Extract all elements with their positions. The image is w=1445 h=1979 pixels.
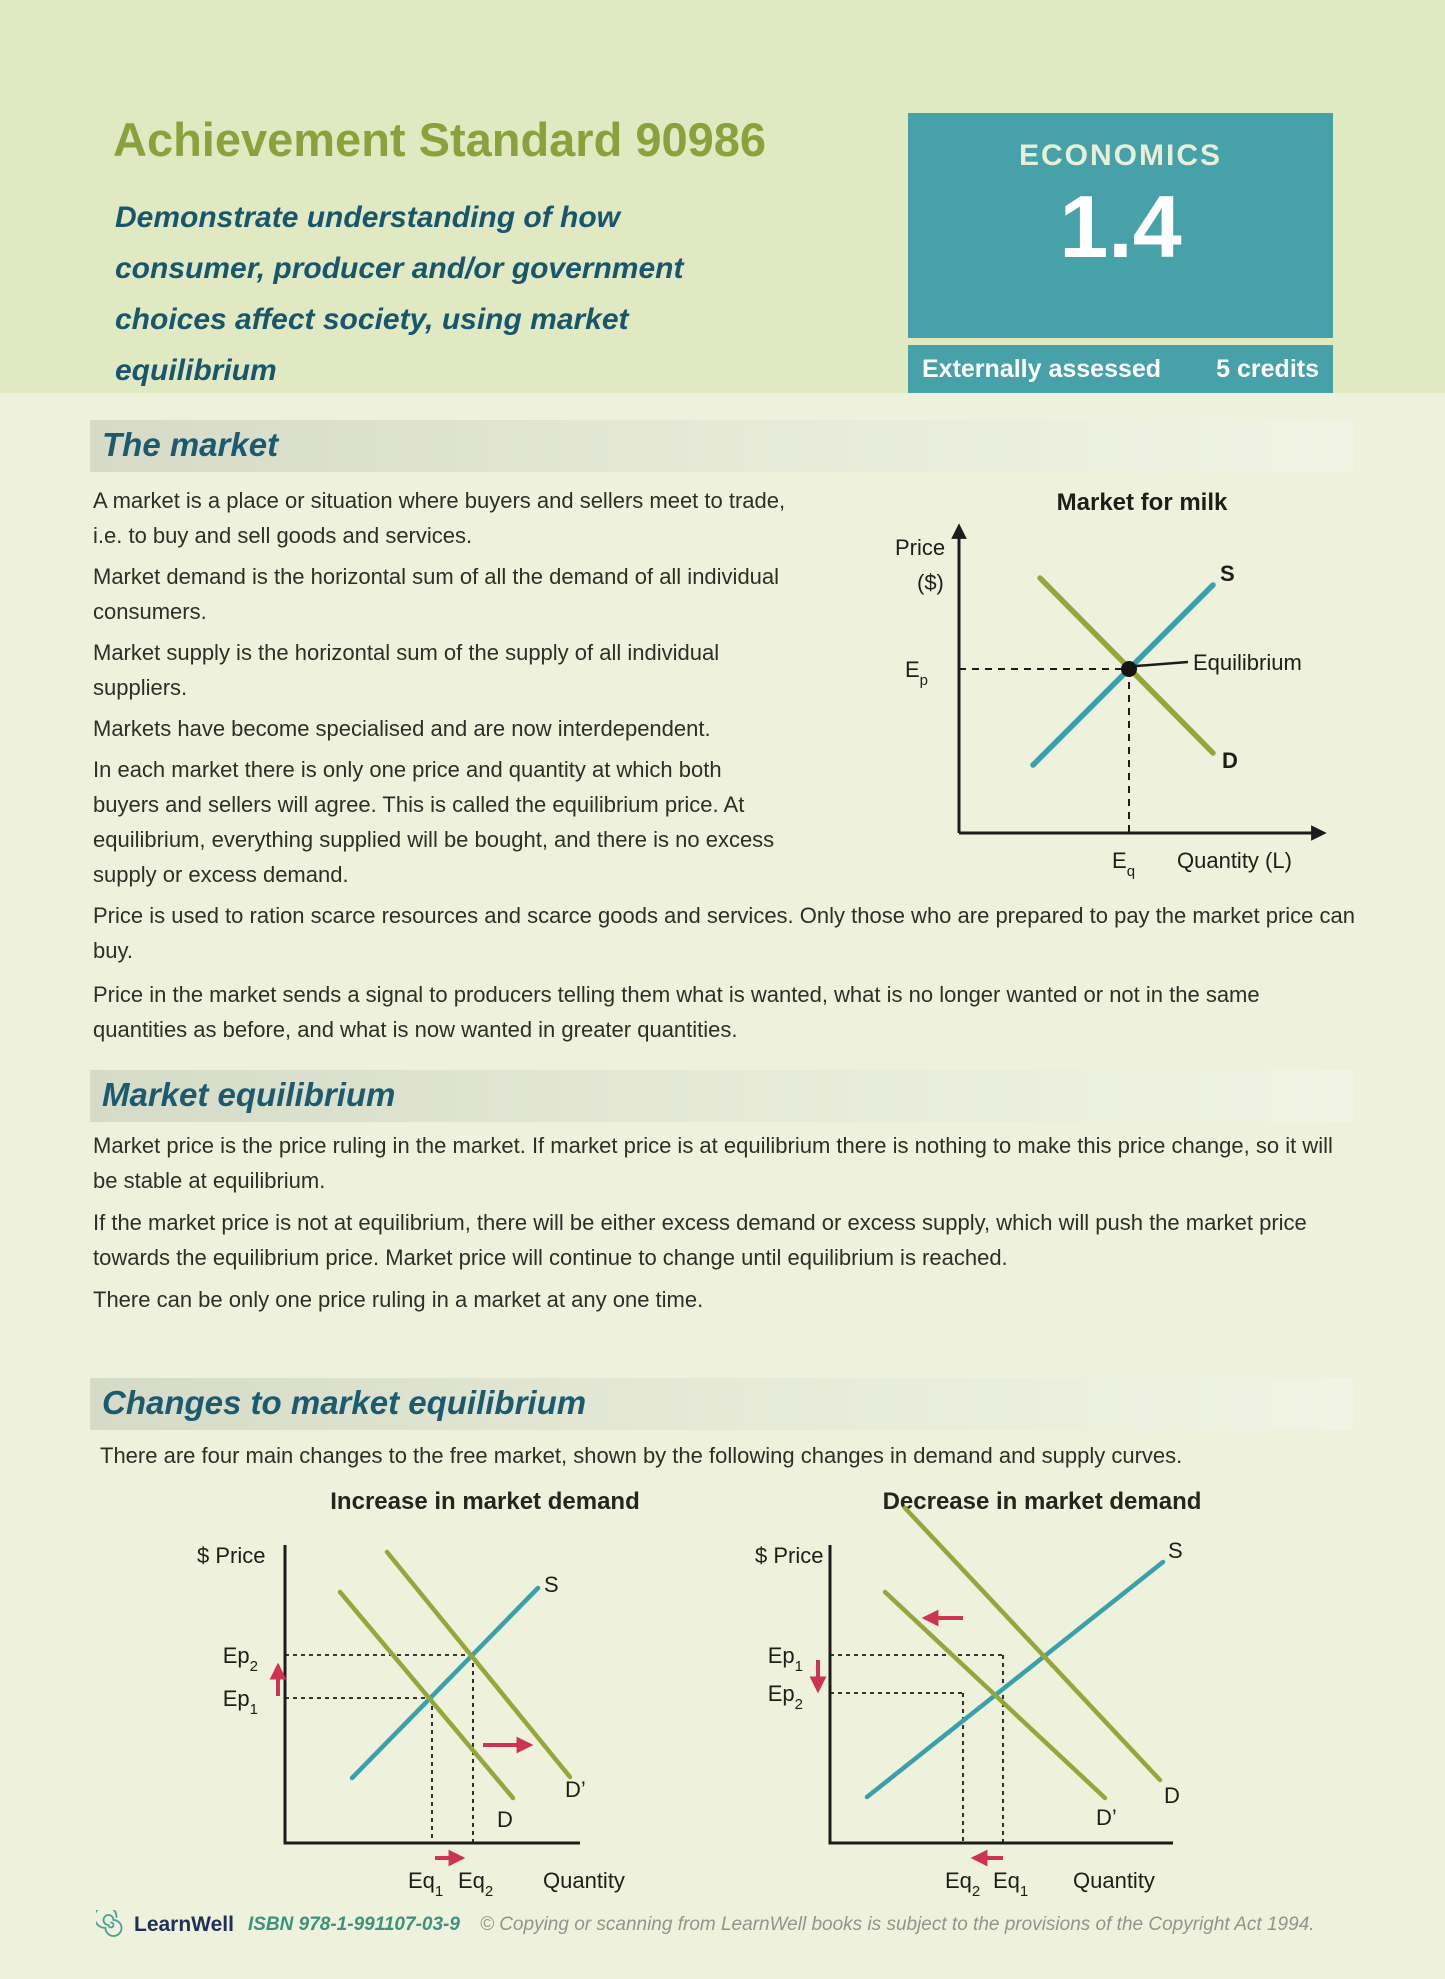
decrease-demand-shifted-label: D’ [1096, 1805, 1117, 1830]
milk-equilibrium-leader-line [1136, 662, 1188, 666]
milk-demand-label: D [1222, 748, 1238, 773]
milk-equilibrium-label: Equilibrium [1193, 650, 1302, 675]
decrease-chart-title: Decrease in market demand [882, 1488, 1202, 1515]
paragraph: Market supply is the horizontal sum of the supply of all individual suppliers. [93, 640, 720, 700]
decrease-ep1-label: $Ep_1$ [767, 1643, 803, 1675]
decrease-x-axis-title: Quantity [1073, 1868, 1155, 1893]
learnwell-logo-icon [96, 1910, 126, 1940]
credits-label: 5 credits [1216, 354, 1319, 383]
paragraph: Markets have become specialised and are now interdependent. [93, 716, 711, 741]
assessment-type-label: Externally assessed [922, 354, 1162, 383]
paragraph: Market price is the price ruling in the market. If market price is at equilibrium there is nothing to make this price change, so it will be stable at equilibrium. [93, 1133, 1333, 1193]
milk-eq-label: $E_q$ [1112, 848, 1136, 880]
isbn-text: ISBN 978-1-991107-03-9 [247, 1914, 460, 1935]
decrease-ep2-label: $Ep_2$ [767, 1681, 803, 1713]
increase-ep2-label: $Ep_2$ [222, 1643, 258, 1675]
brand-name: LearnWell [134, 1913, 234, 1936]
section-band-market-equilibrium [90, 1070, 1353, 1122]
paragraph: Market demand is the horizontal sum of all the demand of all individual consumers. [93, 564, 780, 624]
increase-demand-shifted-label: D’ [565, 1777, 586, 1802]
paragraph: A market is a place or situation where buyers and sellers meet to trade, i.e. to buy and sell goods and services. [93, 488, 786, 548]
section-band-the-market [90, 420, 1353, 472]
assessment-bar [908, 345, 1333, 393]
badge-level-number: 1.4 [1059, 177, 1182, 276]
section-band-changes [90, 1378, 1353, 1430]
paragraph: If the market price is not at equilibrium, there will be either excess demand or excess supply, which will push the market price towards the equilibrium price. Market price will continue to change until equilibrium is reached. [93, 1210, 1307, 1270]
increase-supply-curve [352, 1588, 538, 1778]
equilibrium-paragraphs [93, 1128, 1355, 1324]
badge-subject-label: ECONOMICS [1018, 139, 1222, 172]
decrease-supply-curve [867, 1562, 1163, 1797]
milk-equilibrium-point [1121, 661, 1137, 677]
page-title: Achievement Standard 90986 [113, 113, 767, 166]
milk-y-axis-label2: ($) [917, 570, 944, 595]
copyright-text: © Copying or scanning from LearnWell books is subject to the provisions of the Copyright Act 1994. [479, 1914, 1315, 1935]
standard-description: Demonstrate understanding of how consumer, producer and/or government choices affect society, using market equilibrium [115, 201, 684, 387]
increase-y-axis-label: $ Price [197, 1543, 266, 1568]
increase-demand-label: D [497, 1807, 513, 1832]
decrease-demand-chart [740, 1500, 1320, 1910]
increase-x-axis-title: Quantity [543, 1868, 625, 1893]
section-heading-market-equilibrium: Market equilibrium [102, 1076, 396, 1113]
paragraph: Price in the market sends a signal to producers telling them what is wanted, what is no longer wanted or not in the same quantities as before, and what is now wanted in greater quantities. [93, 982, 1260, 1042]
milk-supply-label: S [1220, 561, 1235, 586]
paragraph: Price is used to ration scarce resources and scarce goods and services. Only those who are prepared to pay the market price can buy. [93, 903, 1355, 963]
increase-chart-title: Increase in market demand [330, 1488, 640, 1515]
increase-eq2-label: $Eq_2$ [458, 1868, 494, 1900]
milk-ep-label: $E_p$ [904, 657, 928, 689]
milk-chart-title: Market for milk [1056, 489, 1228, 516]
increase-demand-chart [140, 1500, 720, 1910]
increase-supply-label: S [544, 1572, 559, 1597]
milk-y-axis-label: Price [895, 535, 946, 560]
market-text-column [93, 483, 793, 898]
decrease-eq2-label: $Eq_2$ [945, 1868, 981, 1900]
market-wide-paragraphs [93, 898, 1355, 1056]
market-for-milk-chart [880, 478, 1360, 888]
increase-eq1-label: $Eq_1$ [408, 1868, 444, 1900]
decrease-y-axis-label: $ Price [755, 1543, 824, 1568]
paragraph: There can be only one price ruling in a market at any one time. [93, 1287, 704, 1312]
milk-x-axis-title: Quantity (L) [1177, 848, 1292, 873]
milk-supply-curve [1033, 585, 1213, 765]
footer [96, 1910, 1358, 1940]
subject-badge [908, 113, 1333, 338]
section-heading-changes: Changes to market equilibrium [102, 1384, 587, 1421]
paragraph: In each market there is only one price and quantity at which both buyers and sellers will agree. This is called the equilibrium price. At equilibrium, everything supplied will be bought, and there is no excess supply or excess demand. [93, 757, 775, 887]
increase-demand-curve [340, 1592, 513, 1798]
decrease-demand-shifted-curve [885, 1592, 1105, 1798]
header-band [0, 0, 1445, 393]
increase-ep1-label: $Ep_1$ [222, 1686, 258, 1718]
changes-intro: There are four main changes to the free market, shown by the following changes in demand and supply curves. [100, 1443, 1183, 1468]
decrease-supply-label: S [1168, 1538, 1183, 1563]
increase-demand-shifted-curve [387, 1552, 570, 1777]
decrease-demand-label: D [1164, 1783, 1180, 1808]
decrease-eq1-label: $Eq_1$ [993, 1868, 1029, 1900]
section-heading-the-market: The market [102, 426, 279, 463]
